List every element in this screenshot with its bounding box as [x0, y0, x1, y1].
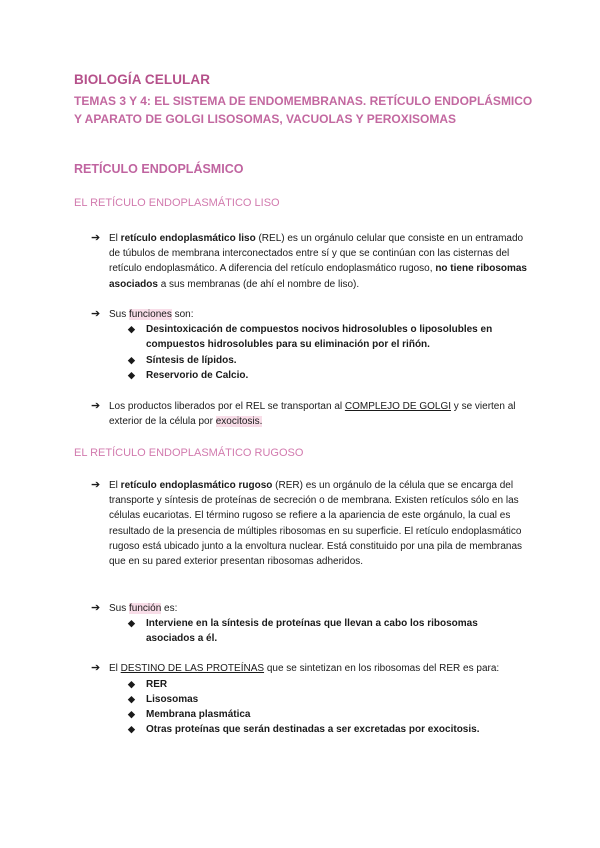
rel-golgi-bullet	[91, 399, 533, 429]
rer-function-bullet	[91, 601, 533, 616]
arrow-icon: ➔	[91, 479, 101, 491]
diamond-bullet-icon: ◆	[128, 724, 135, 734]
arrow-icon: ➔	[91, 662, 101, 674]
rer-destino-item: ◆ Membrana plasmática	[128, 707, 528, 722]
rel-function-item: ◆ Desintoxicación de compuestos nocivos hidrosolubles o liposolubles en compuestos hidrosolubles para su eliminación por el riñón.	[128, 324, 493, 351]
rer-heading: EL RETÍCULO ENDOPLASMÁTICO RUGOSO	[74, 447, 304, 459]
diamond-bullet-icon: ◆	[128, 679, 135, 689]
diamond-bullet-icon: ◆	[128, 370, 135, 380]
rel-functions-bullet	[91, 307, 533, 322]
diamond-bullet-icon: ◆	[128, 709, 135, 719]
section-title: RETÍCULO ENDOPLÁSMICO	[74, 162, 244, 176]
rer-destino-item: ◆ RER	[128, 677, 528, 692]
rer-destino-item: ◆ Otras proteínas que serán destinadas a ser excretadas por exocitosis.	[128, 722, 528, 737]
rel-definition-text: El retículo endoplasmático liso (REL) es un orgánulo celular que consiste en un entramado de túbulos de membrana interconectados entre sí y que se continúan con las cisternas del retículo endoplasmático. A diferencia del retículo endoplasmático rugoso, no tiene ribosomas asociados a sus membranas (de ahí el nombre de liso).	[109, 233, 527, 290]
rer-destino-item: ◆ Lisosomas	[128, 692, 528, 707]
rer-definition-text: El retículo endoplasmático rugoso (RER) es un orgánulo de la célula que se encarga del transporte y síntesis de proteínas de secreción o de membrana. Existen retículos sólo en las células eucariotas. El término rugoso se refiere a la apariencia de este orgánulo, la cual es resultado de la presencia de múltiples ribosomas en su superficie. El retículo endoplasmático rugoso está ubicado junto a la envoltura nuclear. Está constituido por una pila de membranas que en su pared exterior presentan ribosomas adheridos.	[109, 480, 523, 568]
diamond-bullet-icon: ◆	[128, 355, 135, 365]
arrow-icon: ➔	[91, 232, 101, 244]
rel-function-item: ◆ Reservorio de Calcio.	[128, 368, 528, 383]
rel-functions-text: Sus funciones son:	[109, 309, 194, 320]
diamond-bullet-icon: ◆	[128, 694, 135, 704]
rer-destino-bullet	[91, 661, 533, 676]
rer-function-item: ◆ Interviene en la síntesis de proteínas que llevan a cabo los ribosomas asociados a él.	[128, 618, 478, 645]
diamond-bullet-icon: ◆	[128, 618, 135, 628]
document-title: BIOLOGÍA CELULAR	[74, 72, 211, 87]
rer-destino-text: El DESTINO DE LAS PROTEÍNAS que se sintetizan en los ribosomas del RER es para:	[109, 663, 500, 674]
rel-definition-bullet	[91, 231, 533, 292]
rer-definition-bullet	[91, 478, 533, 569]
rer-function-text: Sus función es:	[109, 603, 178, 614]
document-subtitle: TEMAS 3 Y 4: EL SISTEMA DE ENDOMEMBRANAS. RETÍCULO ENDOPLÁSMICO Y APARATO DE GOLGI LISOSOMAS, VACUOLAS Y PEROXISOMAS	[74, 94, 533, 126]
diamond-bullet-icon: ◆	[128, 324, 135, 334]
arrow-icon: ➔	[91, 602, 101, 614]
arrow-icon: ➔	[91, 308, 101, 320]
rel-heading: EL RETÍCULO ENDOPLASMÁTICO LISO	[74, 197, 280, 209]
rel-function-item: ◆ Síntesis de lípidos.	[128, 353, 528, 368]
rel-golgi-text: Los productos liberados por el REL se transportan al COMPLEJO DE GOLGI y se vierten al exterior de la célula por exocitosis.	[109, 401, 516, 428]
arrow-icon: ➔	[91, 400, 101, 412]
